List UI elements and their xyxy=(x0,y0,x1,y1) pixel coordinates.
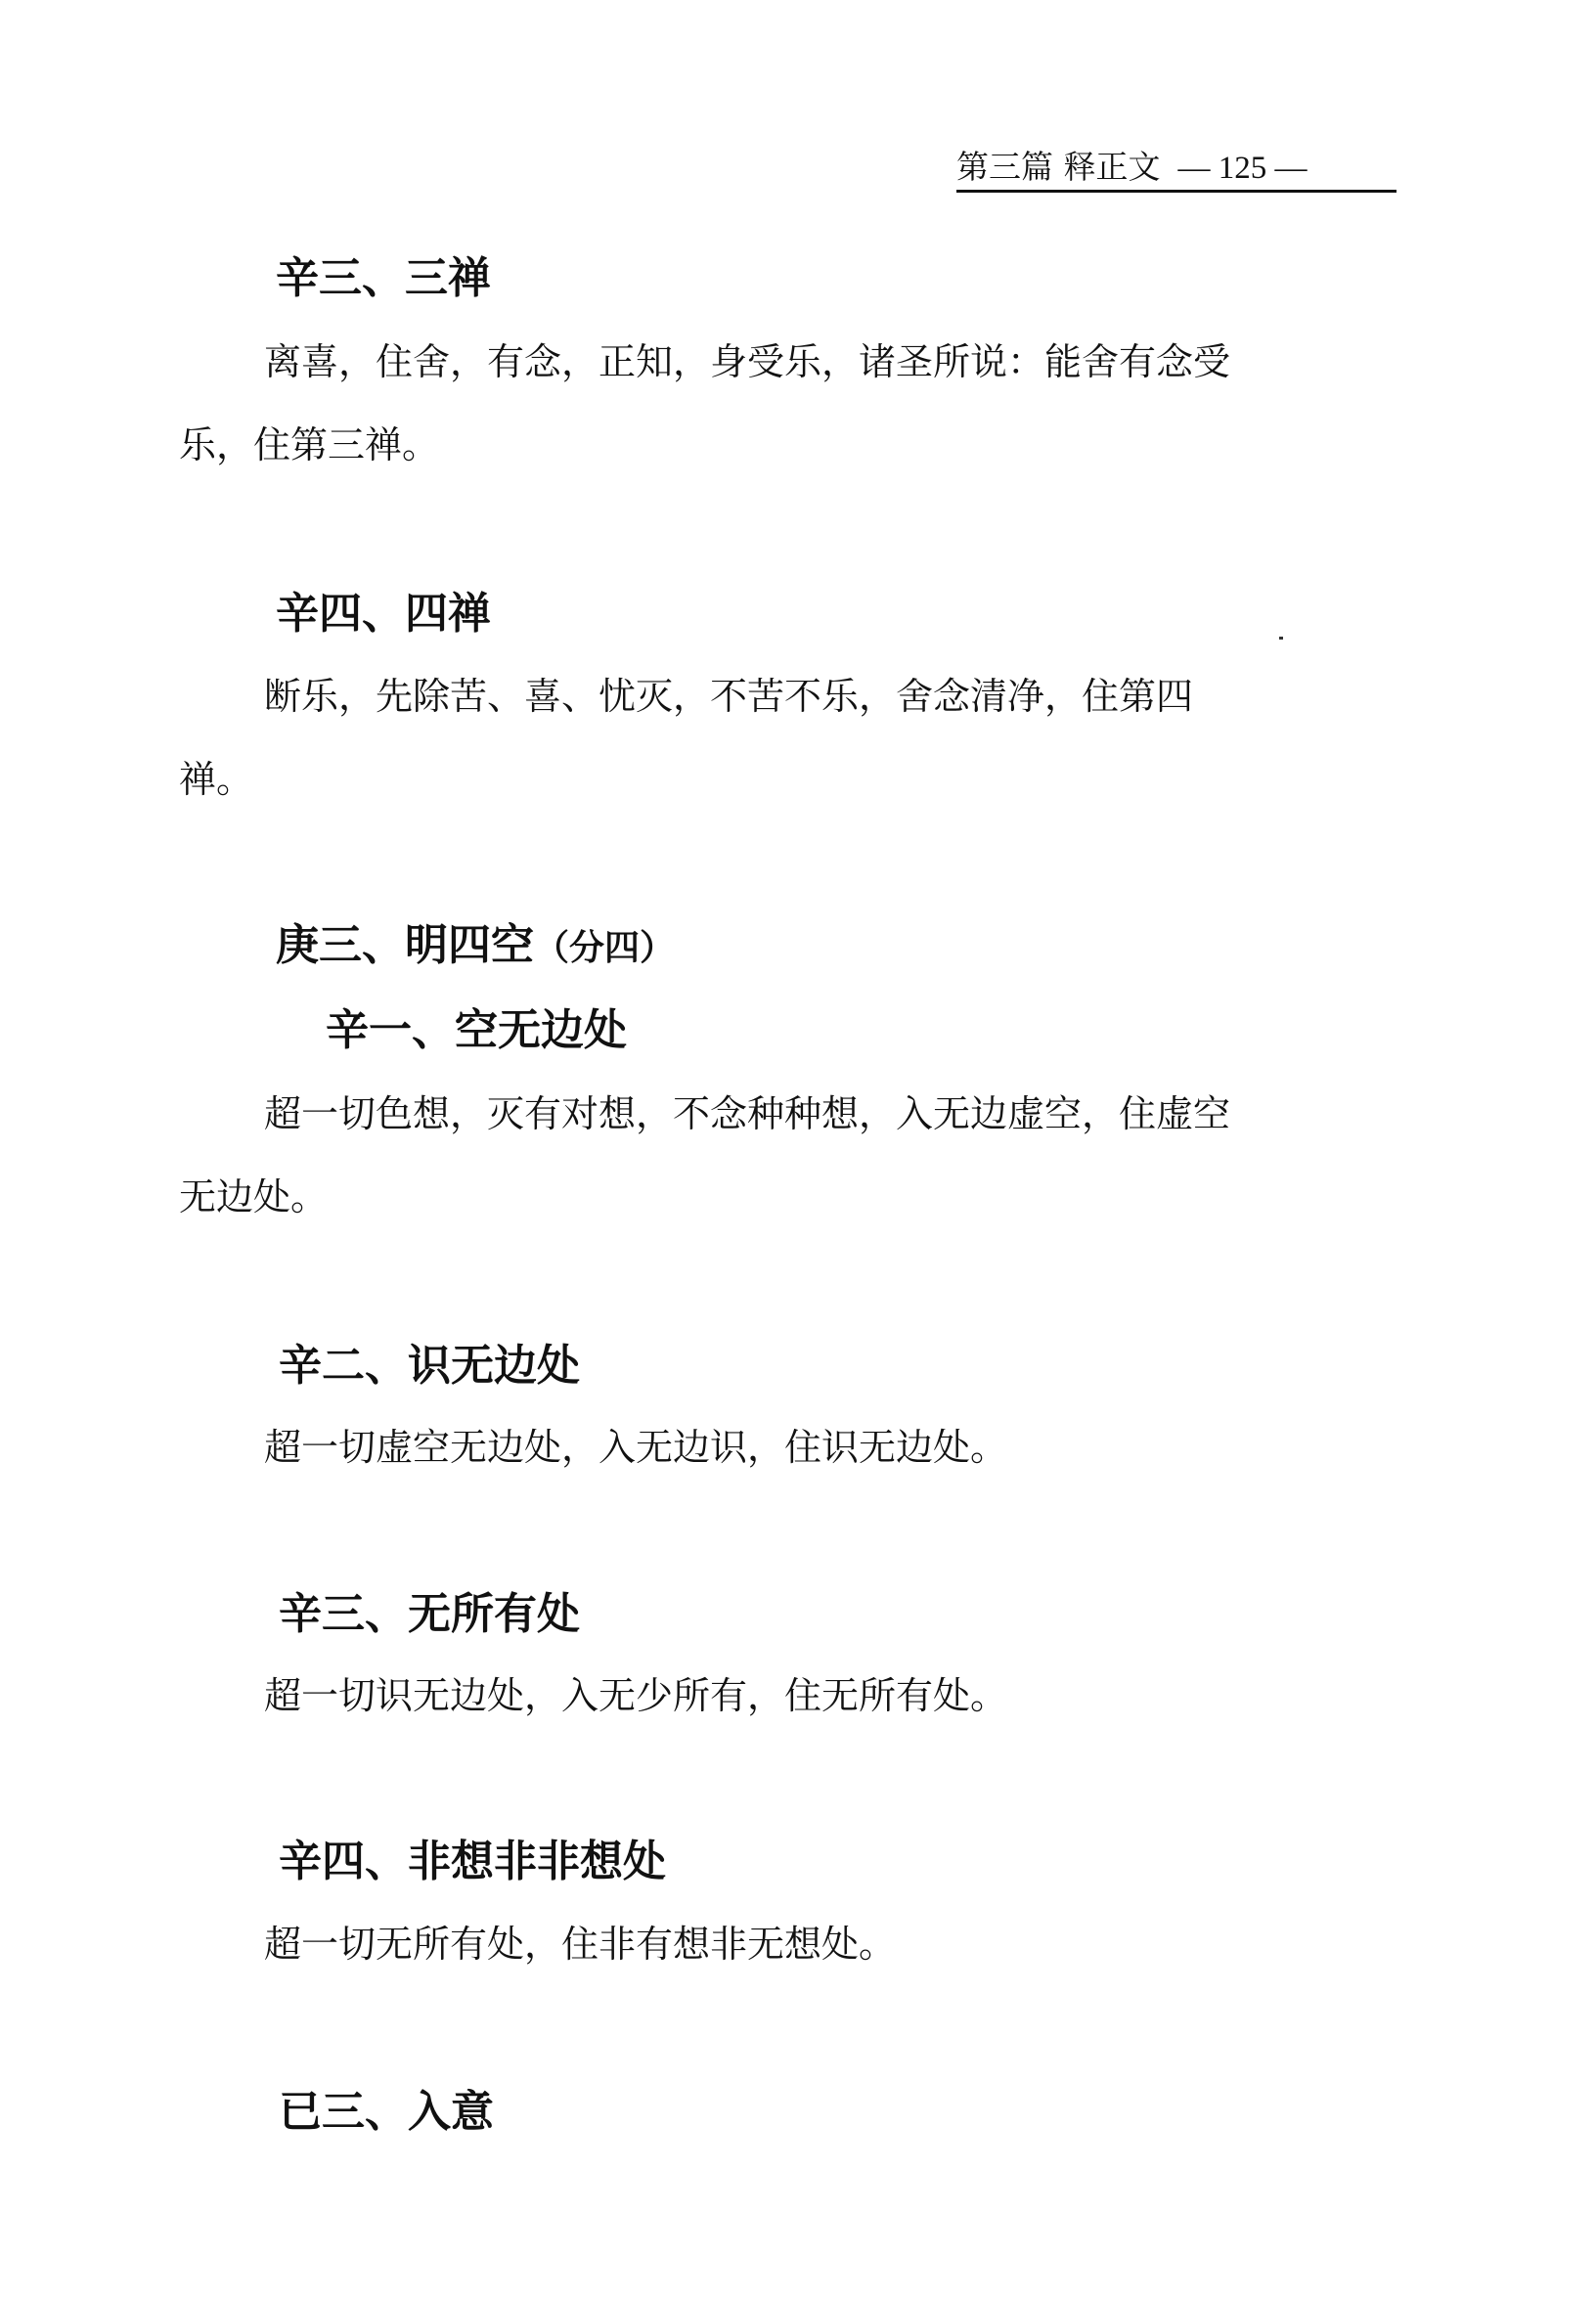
section-heading-note: （分四） xyxy=(534,927,676,968)
paragraph-line: 超一切识无边处，入无少所有，住无所有处。 xyxy=(264,1674,1008,1717)
paragraph-line: 无边处。 xyxy=(179,1175,329,1218)
section-heading: 已三、入意 xyxy=(279,2087,494,2137)
section-heading: 辛三、三禅 xyxy=(276,253,491,303)
section-paragraph xyxy=(179,1406,1007,1489)
section-paragraph xyxy=(179,1073,1230,1239)
paragraph-line: 超一切无所有处，住非有想非无想处。 xyxy=(264,1923,897,1966)
paragraph-line: 超一切色想，灭有对想，不念种种想，入无边虚空，住虚空 xyxy=(264,1092,1231,1135)
section-heading: 辛一、空无边处 xyxy=(326,1005,627,1055)
section-heading xyxy=(276,916,675,977)
paragraph-line: 乐，住第三禅。 xyxy=(179,423,440,466)
paragraph-line: 禅。 xyxy=(179,758,254,801)
paragraph-line: 断乐，先除苦、喜、忧灭，不苦不乐，舍念清净，住第四 xyxy=(264,675,1194,718)
section-heading-text: 庚三、明四空 xyxy=(276,920,534,970)
paragraph-line: 超一切虚空无边处，入无边识，住识无边处。 xyxy=(264,1426,1008,1469)
section-heading: 辛三、无所有处 xyxy=(279,1589,580,1639)
section-paragraph xyxy=(179,1903,896,1986)
paragraph-line: 离喜，住舍，有念，正知，身受乐，诸圣所说：能舍有念受 xyxy=(264,340,1231,383)
scan-speck xyxy=(1279,637,1283,640)
section-heading: 辛四、非想非非想处 xyxy=(279,1837,666,1886)
section-paragraph xyxy=(179,321,1230,487)
section-paragraph xyxy=(179,1655,1007,1738)
chapter-title: 第三篇 释正文 xyxy=(956,148,1161,186)
section-heading: 辛四、四禅 xyxy=(276,589,491,639)
section-heading: 辛二、识无边处 xyxy=(279,1341,580,1391)
page-number: — 125 — xyxy=(1177,151,1308,186)
running-header xyxy=(956,145,1396,193)
section-paragraph xyxy=(179,655,1193,821)
